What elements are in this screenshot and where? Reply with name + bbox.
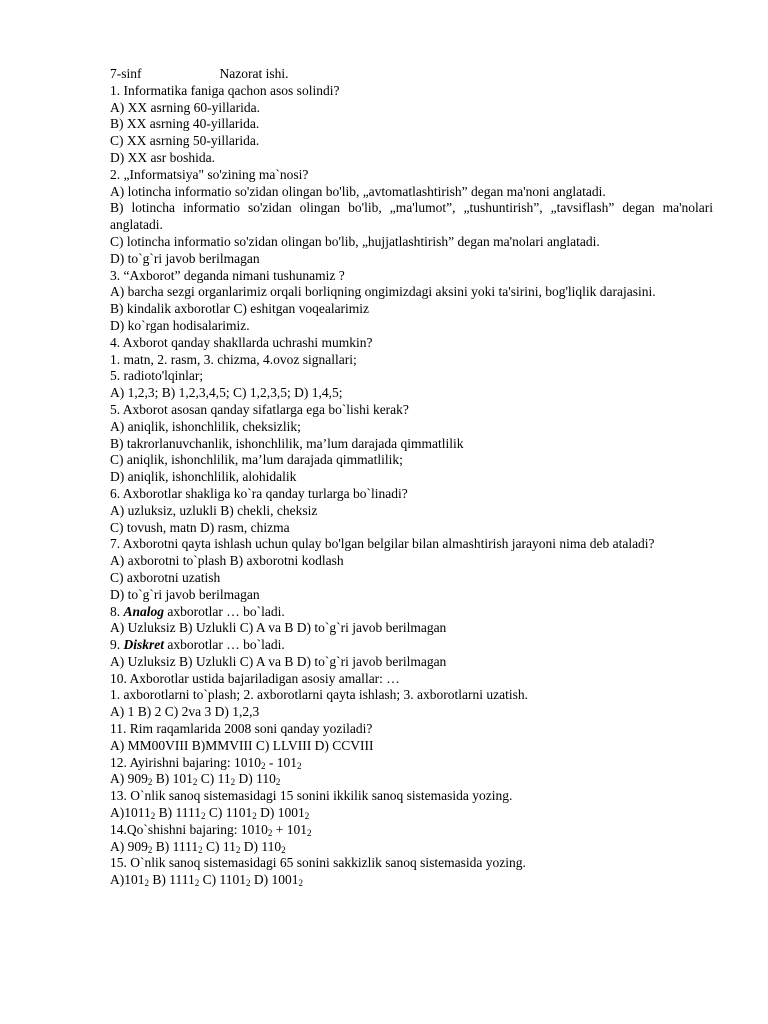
text-line xyxy=(110,536,713,553)
text-line xyxy=(110,83,713,100)
line-text: 7. Axborotni qayta ishlash uchun qulay bo'lgan belgilar bilan almashtirish jarayoni nima deb ataladi? xyxy=(110,536,655,552)
line-text: A) 1,2,3; B) 1,2,3,4,5; C) 1,2,3,5; D) 1,4,5; xyxy=(110,385,343,401)
line-text: A) Uzluksiz B) Uzlukli C) A va B D) to`g`ri javob berilmagan xyxy=(110,620,447,636)
line-text: 6. Axborotlar shakliga ko`ra qanday turlarga bo`linadi? xyxy=(110,485,408,501)
text-line xyxy=(110,671,713,688)
subscript-base: 2 xyxy=(298,878,303,889)
line-text: 1. matn, 2. rasm, 3. chizma, 4.ovoz signallari; xyxy=(110,351,357,367)
grade-label: 7-sinf xyxy=(110,66,142,81)
text-line xyxy=(110,133,713,150)
text-line xyxy=(110,872,713,889)
text-line xyxy=(110,452,713,469)
text-line xyxy=(110,150,713,167)
subscript-base: 2 xyxy=(304,811,310,822)
line-text: B) lotincha informatio so'zidan olingan bo'lib, „ma'lumot”, „tushuntirish”, „tavsiflash” degan ma'nolari anglatadi. xyxy=(110,200,713,233)
emphasized-term: Diskret xyxy=(123,637,164,653)
line-text: A) 1 B) 2 C) 2va 3 D) 1,2,3 xyxy=(110,704,260,720)
line-text: 1. Informatika faniga qachon asos solindi? xyxy=(110,82,340,98)
subscript-base: 2 xyxy=(147,844,153,855)
line-text: 1. axborotlarni to`plash; 2. axborotlarni qayta ishlash; 3. axborotlarni uzatish. xyxy=(110,687,529,703)
subscript-base: 2 xyxy=(246,878,251,889)
text-line xyxy=(110,587,713,604)
text-line xyxy=(110,301,713,318)
text-line xyxy=(110,184,713,201)
subscript-base: 2 xyxy=(261,760,266,771)
line-text: A) barcha sezgi organlarimiz orqali borliqning ongimizdagi aksini yoki ta'sirini, bog'liqlik darajasini. xyxy=(110,284,656,300)
subscript-base: 2 xyxy=(144,878,149,889)
text-line xyxy=(110,385,713,402)
subscript-base: 2 xyxy=(150,811,156,822)
text-line xyxy=(110,402,713,419)
line-text: D) XX asr boshida. xyxy=(110,149,215,165)
test-title xyxy=(110,66,713,83)
text-line xyxy=(110,486,713,503)
line-text: 5. Axborot asosan qanday sifatlarga ega bo`lishi kerak? xyxy=(110,401,409,417)
text-line xyxy=(110,738,713,755)
text-line xyxy=(110,352,713,369)
text-line xyxy=(110,721,713,738)
text-line xyxy=(110,167,713,184)
text-line xyxy=(110,520,713,537)
subscript-base: 2 xyxy=(275,777,281,788)
text-line xyxy=(110,251,713,268)
line-text-tail: axborotlar … bo`ladi. xyxy=(164,603,285,619)
line-text: A) axborotni to`plash B) axborotni kodlash xyxy=(110,553,344,569)
line-text: A) Uzluksiz B) Uzlukli C) A va B D) to`g`ri javob berilmagan xyxy=(110,653,447,669)
subscript-base: 2 xyxy=(147,777,153,788)
line-text: B) kindalik axborotlar C) eshitgan voqealarimiz xyxy=(110,301,370,317)
subscript-base: 2 xyxy=(307,827,312,838)
line-text: A) $909_2$ B) $101_2$ C) $11_2$ D) $110_2$ xyxy=(110,771,281,788)
text-line xyxy=(110,687,713,704)
text-line xyxy=(110,200,713,234)
line-text: $A)101_2$ B) $1111_2$ C) $1101_2$ D) $1001_2$ xyxy=(110,872,303,889)
line-text: C) lotincha informatio so'zidan olingan bo'lib, „hujjatlashtirish” degan ma'nolari anglatadi. xyxy=(110,233,600,249)
text-line xyxy=(110,839,713,856)
text-line xyxy=(110,368,713,385)
text-line xyxy=(110,335,713,352)
emphasized-term: Analog xyxy=(123,603,165,619)
subscript-base: 2 xyxy=(192,777,198,788)
line-text: 2. „Informatsiya" so'zining ma`nosi? xyxy=(110,166,309,182)
text-line xyxy=(110,436,713,453)
line-text: C) XX asrning 50-yillarida. xyxy=(110,133,260,149)
subscript-base: 2 xyxy=(281,844,286,855)
subscript-base: 2 xyxy=(267,827,273,838)
text-line xyxy=(110,100,713,117)
line-text: C) aniqlik, ishonchlilik, ma’lum darajada qimmatlilik; xyxy=(110,452,403,468)
line-text: D) to`g`ri javob berilmagan xyxy=(110,586,260,602)
text-line xyxy=(110,771,713,788)
line-text: 11. Rim raqamlarida 2008 soni qanday yoziladi? xyxy=(110,721,373,737)
text-line xyxy=(110,234,713,251)
line-text: B) takrorlanuvchanlik, ishonchlilik, ma’lum darajada qimmatlilik xyxy=(110,435,464,451)
text-line xyxy=(110,268,713,285)
text-line xyxy=(110,570,713,587)
text-line xyxy=(110,503,713,520)
text-line xyxy=(110,318,713,335)
line-text: 8. xyxy=(110,603,124,619)
line-text: 14.Qo`shishni bajaring: $1010_2 + 101_2$ xyxy=(110,821,312,838)
line-text: $A)1011_2$ B) $1111_2$ C) $1101_2$ D) $1001_2$ xyxy=(110,805,310,822)
line-text: A) uzluksiz, uzlukli B) chekli, cheksiz xyxy=(110,502,318,518)
text-line xyxy=(110,637,713,654)
text-line xyxy=(110,553,713,570)
line-text: 12. Ayirishni bajaring: $1010_2 - 101_2$ xyxy=(110,754,302,771)
line-text: B) XX asrning 40-yillarida. xyxy=(110,116,260,132)
line-text: C) tovush, matn D) rasm, chizma xyxy=(110,519,290,535)
line-text: C) axborotni uzatish xyxy=(110,569,221,585)
subscript-base: 2 xyxy=(297,760,302,771)
line-text: 15. O`nlik sanoq sistemasidagi 65 sonini sakkizlik sanoq sistemasida yozing. xyxy=(110,855,526,871)
test-content xyxy=(110,66,713,889)
line-text: A) MM00VIII B)MMVIII C) LLVIII D) CCVIII xyxy=(110,737,374,753)
line-text: 9. xyxy=(110,637,124,653)
text-line xyxy=(110,469,713,486)
line-text: 3. “Axborot” deganda nimani tushunamiz ? xyxy=(110,267,345,283)
line-text: 10. Axborotlar ustida bajariladigan asosiy amallar: … xyxy=(110,670,400,686)
text-line xyxy=(110,419,713,436)
subscript-base: 2 xyxy=(235,844,241,855)
text-line xyxy=(110,604,713,621)
line-text: D) ko`rgan hodisalarimiz. xyxy=(110,317,250,333)
line-text: 4. Axborot qanday shakllarda uchrashi mumkin? xyxy=(110,334,373,350)
test-title-label: Nazorat ishi. xyxy=(219,66,289,81)
subscript-base: 2 xyxy=(194,878,200,889)
line-text: 5. radioto'lqinlar; xyxy=(110,368,204,384)
text-line xyxy=(110,704,713,721)
text-line xyxy=(110,805,713,822)
question-list xyxy=(110,83,713,889)
text-line xyxy=(110,284,713,301)
text-line xyxy=(110,116,713,133)
line-text: A) aniqlik, ishonchlilik, cheksizlik; xyxy=(110,418,301,434)
text-line xyxy=(110,855,713,872)
line-text: A) lotincha informatio so'zidan olingan bo'lib, „avtomatlashtirish” degan ma'noni anglatadi. xyxy=(110,183,606,199)
line-text: D) aniqlik, ishonchlilik, alohidalik xyxy=(110,469,297,485)
line-text: 13. O`nlik sanoq sistemasidagi 15 sonini ikkilik sanoq sistemasida yozing. xyxy=(110,788,513,804)
line-text: D) to`g`ri javob berilmagan xyxy=(110,250,260,266)
subscript-base: 2 xyxy=(230,777,236,788)
line-text-tail: axborotlar … bo`ladi. xyxy=(164,637,285,653)
subscript-base: 2 xyxy=(201,811,206,822)
text-line xyxy=(110,654,713,671)
text-line xyxy=(110,788,713,805)
text-line xyxy=(110,755,713,772)
line-text: A) $909_2$ B) $1111_2$ C) $11_2$ D) $110_2$ xyxy=(110,838,286,855)
subscript-base: 2 xyxy=(252,811,257,822)
text-line xyxy=(110,620,713,637)
text-line xyxy=(110,822,713,839)
subscript-base: 2 xyxy=(198,844,203,855)
line-text: A) XX asrning 60-yillarida. xyxy=(110,99,260,115)
